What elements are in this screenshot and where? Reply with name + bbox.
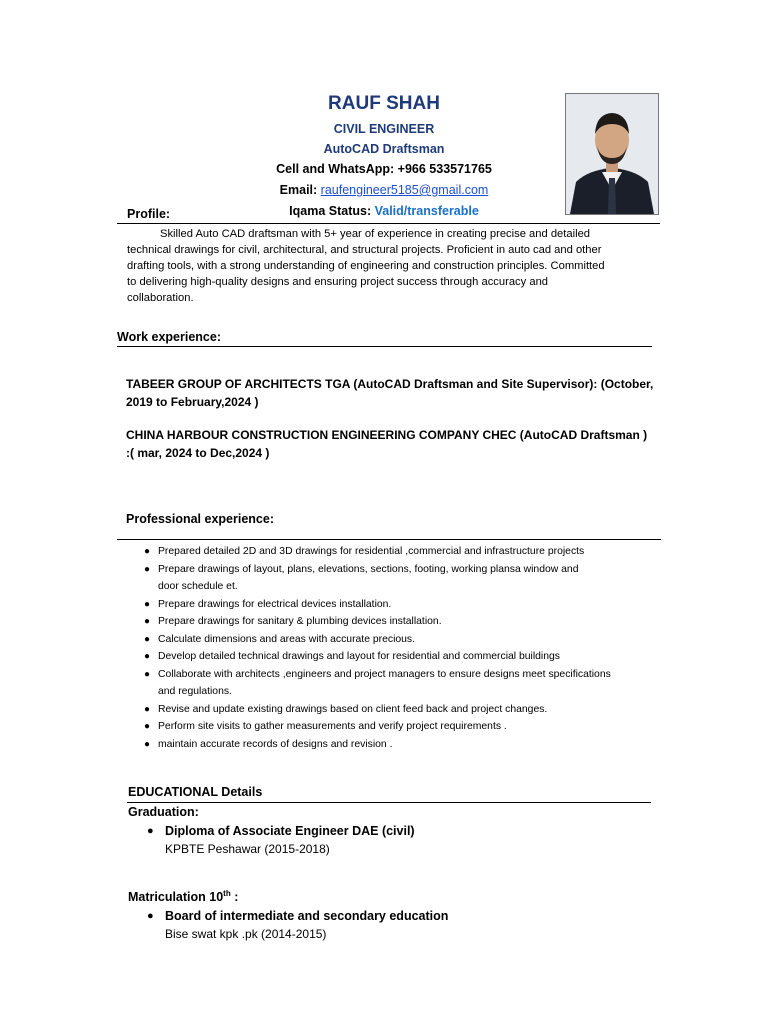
- bullet-icon: ●: [147, 825, 154, 837]
- bullet-icon: ●: [144, 721, 151, 732]
- list-item: ● maintain accurate records of designs and revision .: [134, 736, 664, 754]
- bullet-icon: ●: [144, 546, 151, 557]
- job-title-civil-engineer: CIVIL ENGINEER: [333, 122, 435, 136]
- iqama-label: Iqama Status:: [289, 204, 372, 218]
- list-item: ● Prepare drawings for electrical devices installation.: [134, 596, 664, 614]
- graduation-detail: KPBTE Peshawar (2015-2018): [165, 842, 330, 856]
- work-entry-line: CHINA HARBOUR CONSTRUCTION ENGINEERING COMPANY CHEC (AutoCAD Draftsman ): [126, 428, 648, 442]
- bullet-icon: ●: [144, 633, 151, 645]
- profile-summary: [127, 226, 660, 306]
- bullet-icon: ●: [144, 651, 151, 662]
- profile-divider: [117, 223, 660, 224]
- professional-list: [134, 543, 664, 753]
- bullet-icon: ●: [144, 668, 151, 680]
- profile-line: collaboration.: [127, 292, 194, 304]
- profile-photo-icon: [566, 94, 658, 214]
- professional-heading: Professional experience:: [126, 512, 274, 526]
- list-item: ● Perform site visits to gather measurements and verify project requirements .: [134, 718, 664, 736]
- education-divider: [127, 802, 651, 803]
- list-item: ● Collaborate with architects ,engineers and project managers to ensure designs meet specifications and regulations.: [134, 666, 664, 701]
- graduation-label: Graduation:: [128, 805, 199, 819]
- profile-photo: [565, 93, 659, 215]
- work-heading: Work experience:: [117, 330, 221, 344]
- phone-label: Cell and WhatsApp:: [276, 162, 395, 176]
- graduation-degree: Diploma of Associate Engineer DAE (civil): [165, 824, 415, 838]
- profile-heading: Profile:: [127, 207, 171, 221]
- bullet-icon: ●: [147, 910, 154, 922]
- profile-line: Skilled Auto CAD draftsman with 5+ year of experience in creating precise and detailed: [160, 228, 591, 240]
- list-item: ● Revise and update existing drawings based on client feed back and project changes.: [134, 701, 664, 719]
- profile-line: to delivering high-quality designs and ensuring project success through accuracy and: [127, 276, 549, 288]
- matriculation-detail: Bise swat kpk .pk (2014-2015): [165, 927, 327, 941]
- email-label: Email:: [279, 183, 318, 197]
- professional-divider: [117, 539, 661, 540]
- matriculation-label: Matriculation 10th :: [128, 889, 239, 905]
- bullet-icon: ●: [144, 738, 151, 750]
- bullet-icon: ●: [144, 598, 151, 610]
- work-entry-line: :( mar, 2024 to Dec,2024 ): [126, 446, 270, 460]
- bullet-icon: ●: [144, 703, 151, 715]
- education-heading: EDUCATIONAL Details: [128, 785, 263, 799]
- iqama-status: Valid/transferable: [374, 204, 479, 218]
- list-item: ● Calculate dimensions and areas with accurate precious.: [134, 631, 664, 649]
- matriculation-board: Board of intermediate and secondary education: [165, 909, 449, 923]
- profile-line: technical drawings for civil, architectural, and structural projects. Proficient in auto cad and other: [127, 244, 602, 256]
- candidate-name: RAUF SHAH: [328, 93, 440, 114]
- email-link[interactable]: raufengineer5185@gmail.com: [320, 183, 489, 197]
- work-entry-line: TABEER GROUP OF ARCHITECTS TGA (AutoCAD Draftsman and Site Supervisor): (October,: [126, 377, 654, 391]
- work-entry-line: 2019 to February,2024 ): [126, 395, 259, 409]
- work-divider: [117, 346, 652, 347]
- list-item: ● Prepare drawings of layout, plans, elevations, sections, footing, working plansa window and door schedule et.: [134, 561, 664, 596]
- profile-line: drafting tools, with a strong understanding of engineering and construction principles. Committed: [127, 260, 605, 272]
- job-title-autocad: AutoCAD Draftsman: [323, 142, 445, 156]
- work-entry-tabeer: [126, 375, 666, 411]
- bullet-icon: ●: [144, 616, 151, 627]
- list-item: ● Prepared detailed 2D and 3D drawings for residential ,commercial and infrastructure projects: [134, 543, 664, 561]
- list-item: ● Prepare drawings for sanitary & plumbing devices installation.: [134, 613, 664, 631]
- phone-number: +966 533571765: [397, 162, 492, 176]
- work-entry-chec: [126, 426, 666, 462]
- list-item: ● Develop detailed technical drawings and layout for residential and commercial buildings: [134, 648, 664, 666]
- bullet-icon: ●: [144, 563, 151, 575]
